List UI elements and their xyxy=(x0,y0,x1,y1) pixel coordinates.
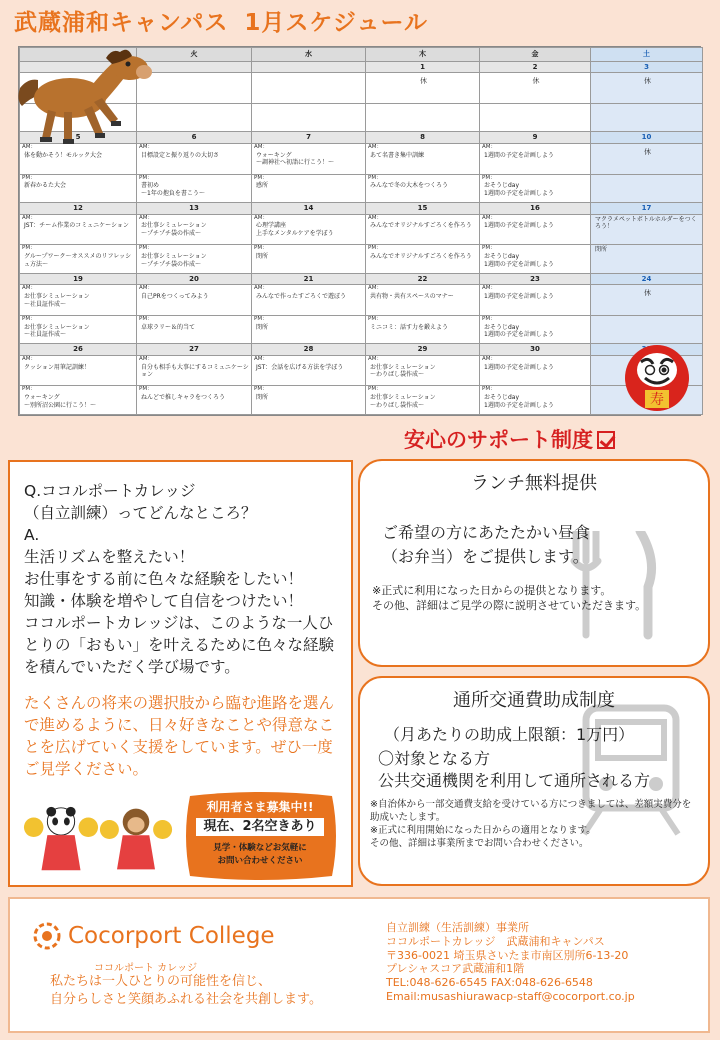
activity: おそうじday 1週間の予定を計画しよう xyxy=(484,182,554,197)
activity: 共有物・共有スペースのマナー xyxy=(370,293,454,301)
page-title xyxy=(14,4,428,37)
schedule-cell xyxy=(480,285,591,316)
am-row xyxy=(20,355,703,386)
pm-row xyxy=(20,245,703,273)
activity: 書初め ～1年の抱負を書こう～ xyxy=(141,182,205,197)
schedule-cell xyxy=(366,73,480,104)
logo-sub: ココルポート カレッジ xyxy=(94,963,198,974)
weekday-label: 水 xyxy=(252,48,366,62)
qa-question: Q.ココルポートカレッジ （自立訓練）ってどんなところ？ xyxy=(24,482,257,522)
transport-box xyxy=(358,676,710,886)
date-row xyxy=(20,202,703,214)
date-number: 30 xyxy=(480,344,591,356)
support-title xyxy=(404,424,615,454)
slot-label: AM： xyxy=(22,143,37,150)
activity: マクラメペットボトルホルダーをつくろう！ xyxy=(595,215,697,231)
slot-label: PM： xyxy=(368,245,382,252)
schedule-cell xyxy=(137,355,252,386)
activity xyxy=(593,175,700,176)
schedule-cell xyxy=(480,143,591,174)
recruit-line-2: 現在、2名空きあり xyxy=(196,818,324,836)
transport-title: 通所交通費助成制度 xyxy=(453,690,615,711)
activity: 1週間の予定を計画しよう xyxy=(484,222,554,230)
schedule-cell xyxy=(137,143,252,174)
slot-label: PM： xyxy=(254,174,268,181)
svg-text:寿: 寿 xyxy=(650,392,664,408)
qa-section xyxy=(8,460,353,887)
activity: 感所 xyxy=(256,182,269,190)
slot-label: AM： xyxy=(254,143,269,150)
slot-label: AM： xyxy=(482,143,497,150)
schedule-cell xyxy=(591,214,703,245)
footer xyxy=(8,897,710,1033)
slot-label: PM： xyxy=(482,386,496,393)
schedule-cell xyxy=(137,174,252,202)
activity: 閉所 xyxy=(256,253,269,261)
activity: ウォーキング ～別所沼公園に行こう！～ xyxy=(24,394,97,409)
schedule-cell xyxy=(252,315,366,343)
activity: ウォーキング ～調神社へ初詣に行こう！～ xyxy=(256,151,335,167)
activity: みんなで冬の大木をつくろう xyxy=(370,182,449,190)
pm-row xyxy=(20,315,703,343)
am-row xyxy=(20,143,703,174)
date-row xyxy=(20,273,703,285)
activity: 休 xyxy=(420,77,427,86)
slot-label: AM： xyxy=(22,214,37,221)
slot-label: PM： xyxy=(368,386,382,393)
schedule-cell xyxy=(366,355,480,386)
schedule-cell xyxy=(252,174,366,202)
activity: お仕事シミュレーション ～わりばし袋作成～ xyxy=(370,394,436,409)
activity: お仕事シミュレーション ～プチプチ袋の作成～ xyxy=(141,253,207,268)
date-number: 26 xyxy=(20,344,137,356)
activity: 自己PRをつくってみよう xyxy=(141,293,209,301)
schedule-cell xyxy=(480,174,591,202)
date-number: 28 xyxy=(252,344,366,356)
activity xyxy=(593,316,700,317)
activity xyxy=(368,104,477,105)
activity xyxy=(482,104,588,105)
lunch-lead: ご希望の方にあたたかい昼食 （お弁当）をご提供します。 xyxy=(382,523,591,566)
schedule-cell xyxy=(252,103,366,131)
activity xyxy=(254,104,363,105)
date-number: 29 xyxy=(366,344,480,356)
date-number: 9 xyxy=(480,132,591,144)
schedule-cell xyxy=(20,214,137,245)
activity: おそうじday 1週間の予定を計画しよう xyxy=(484,323,554,339)
date-number: 13 xyxy=(137,202,252,214)
activity: 休 xyxy=(644,147,651,156)
date-number: 7 xyxy=(252,132,366,144)
activity: みんなでオリジナルすごろくを作ろう xyxy=(370,222,472,230)
schedule-cell xyxy=(591,174,703,202)
am-row xyxy=(20,214,703,245)
date-number: 17 xyxy=(591,202,703,214)
slot-label: AM： xyxy=(482,285,497,292)
slot-label: AM： xyxy=(254,214,269,221)
slot-label: PM： xyxy=(482,315,496,322)
activity: グループワーク～オススメのリフレッシュ方法～ xyxy=(24,253,132,268)
slot-label: PM： xyxy=(254,245,268,252)
activity: 新春かるた大会 xyxy=(24,182,67,190)
address: 自立訓練（生活訓練）事業所 ココルポートカレッジ 武蔵浦和キャンパス 〒336-0021 埼玉県さいたま市南区別所6-13-20 プレシャスコア武蔵浦和1階 TEL:048-626-6545 FAX:048-626-6548 Email:musashiurawacp-staff@cocorport.co.jp xyxy=(386,921,635,1003)
schedule-cell xyxy=(480,386,591,415)
schedule-cell xyxy=(366,143,480,174)
slot-label: PM： xyxy=(139,174,153,181)
slot-label: AM： xyxy=(139,285,154,292)
date-number: 20 xyxy=(137,273,252,285)
slot-label: AM： xyxy=(254,355,269,362)
slot-label: AM： xyxy=(368,214,383,221)
activity: おそうじday 1週間の予定を計画しよう xyxy=(484,394,554,409)
date-number: 6 xyxy=(137,132,252,144)
activity: あて名書き集中訓練 xyxy=(370,151,425,159)
support-title-text: 安心のサポート制度 xyxy=(404,428,593,452)
recruit-line-1: 利用者さま募集中!! xyxy=(206,800,314,814)
activity xyxy=(593,104,700,105)
date-number: 3 xyxy=(591,61,703,73)
schedule-cell xyxy=(591,73,703,104)
schedule-cell xyxy=(137,214,252,245)
activity: 閉所 xyxy=(256,323,269,331)
slot-label: AM： xyxy=(368,355,383,362)
date-number: 2 xyxy=(480,61,591,73)
schedule-cell xyxy=(252,73,366,104)
activity: 閉所 xyxy=(595,246,608,254)
qa-support-text: たくさんの将来の選択肢から臨む進路を選んで進めるように、日々好きなことや得意なことを広げていく支援をしています。ぜひ一度ご見学ください。 xyxy=(24,694,335,778)
daruma-illustration xyxy=(623,340,691,412)
schedule-cell xyxy=(20,285,137,316)
schedule-cell xyxy=(480,245,591,273)
date-number: 23 xyxy=(480,273,591,285)
activity: 休 xyxy=(644,77,651,86)
date-number: 14 xyxy=(252,202,366,214)
activity: 自分も相手も大事にするコミュニケーション xyxy=(141,363,249,379)
activity: 1週間の予定を計画しよう xyxy=(484,363,554,371)
schedule-cell xyxy=(20,386,137,415)
lunch-box xyxy=(358,459,710,667)
transport-target: 〇対象となる方 公共交通機関を利用して通所される方 xyxy=(378,749,651,790)
activity: 休 xyxy=(644,289,651,298)
slot-label: PM： xyxy=(139,386,153,393)
date-number: 24 xyxy=(591,273,703,285)
activity: お仕事シミュレーション ～わりばし袋作成～ xyxy=(370,363,436,379)
slot-label: AM： xyxy=(482,214,497,221)
am-row xyxy=(20,285,703,316)
schedule-cell xyxy=(591,245,703,273)
campus-name: 武蔵浦和キャンパス xyxy=(14,10,229,36)
slot-label: PM： xyxy=(139,245,153,252)
slot-label: AM： xyxy=(368,285,383,292)
schedule-cell xyxy=(20,245,137,273)
slot-label: AM： xyxy=(139,143,154,150)
schedule-cell xyxy=(20,355,137,386)
schedule-cell xyxy=(366,315,480,343)
slot-label: PM： xyxy=(482,245,496,252)
slot-label: PM： xyxy=(368,315,382,322)
slot-label: AM： xyxy=(482,355,497,362)
schedule-cell xyxy=(20,174,137,202)
date-number: 12 xyxy=(20,202,137,214)
activity: 目標設定と振り返りの大切さ xyxy=(141,151,220,159)
schedule-cell xyxy=(252,214,366,245)
slot-label: PM： xyxy=(139,315,153,322)
pm-row xyxy=(20,174,703,202)
activity: JST：会話を広げる方法を学ぼう xyxy=(256,363,344,371)
transport-note: ※自治体から一部交通費支給を受けている方につきましては、差額実費分を助成いたします。 ※正式に利用開始になった日からの適用となります。 その他、詳細は事業所までお問い合わせください。 xyxy=(370,799,692,849)
schedule-cell xyxy=(366,214,480,245)
activity: みんなでオリジナルすごろくを作ろう xyxy=(370,253,472,261)
activity: 体を動かそう！モルック大会 xyxy=(24,151,103,159)
schedule-cell xyxy=(366,245,480,273)
slogan: 私たちは一人ひとりの可能性を信じ、 自分らしさと笑顔あふれる社会を共創します。 xyxy=(50,974,322,1007)
date-number: 22 xyxy=(366,273,480,285)
check-icon xyxy=(597,431,615,449)
logo xyxy=(32,921,275,951)
activity: みんなで作ったすごろくで遊ぼう xyxy=(256,293,347,301)
schedule-cell xyxy=(137,386,252,415)
schedule-cell xyxy=(366,285,480,316)
recruit-text xyxy=(182,798,338,868)
schedule-cell xyxy=(252,285,366,316)
slot-label: AM： xyxy=(368,143,383,150)
activity: お仕事シミュレーション ～社員証作成～ xyxy=(24,293,90,308)
slot-label: PM： xyxy=(22,386,36,393)
horse-illustration xyxy=(8,40,153,148)
slot-label: PM： xyxy=(254,386,268,393)
schedule-cell xyxy=(20,143,137,174)
schedule-cell xyxy=(480,214,591,245)
slot-label: AM： xyxy=(22,285,37,292)
date-number: 27 xyxy=(137,344,252,356)
activity xyxy=(139,104,249,105)
slot-label: PM： xyxy=(22,174,36,181)
schedule-cell xyxy=(480,315,591,343)
schedule-cell xyxy=(366,103,480,131)
schedule-cell xyxy=(137,315,252,343)
weekday-label: 木 xyxy=(366,48,480,62)
schedule-cell xyxy=(137,73,252,104)
activity: 休 xyxy=(532,77,540,86)
recruit-line-3: 見学・体験などお気軽に xyxy=(213,843,307,853)
schedule-cell xyxy=(366,174,480,202)
date-number: 21 xyxy=(252,273,366,285)
activity xyxy=(254,73,363,74)
schedule-cell xyxy=(252,143,366,174)
transport-limit: （月あたりの助成上限額：1万円） xyxy=(384,725,635,744)
date-number: 15 xyxy=(366,202,480,214)
date-number: 10 xyxy=(591,132,703,144)
slot-label: PM： xyxy=(482,174,496,181)
date-number: 1 xyxy=(366,61,480,73)
date-number xyxy=(137,61,252,73)
schedule-cell xyxy=(137,285,252,316)
activity: 1週間の予定を計画しよう xyxy=(484,293,554,301)
lunch-note: ※正式に利用になった日からの提供となります。 その他、詳細はご見学の際に説明させていただきます。 xyxy=(372,584,647,612)
schedule-cell xyxy=(591,143,703,174)
recruit-line-4: お問い合わせください xyxy=(217,856,303,866)
panda-cheer-icon xyxy=(22,800,100,878)
schedule-cell xyxy=(252,386,366,415)
activity: 心理学講座 上手なメンタルケアを学ぼう xyxy=(256,222,334,237)
schedule-cell xyxy=(480,73,591,104)
schedule-cell xyxy=(137,245,252,273)
schedule-cell xyxy=(137,103,252,131)
slot-label: AM： xyxy=(139,355,154,362)
slot-label: PM： xyxy=(22,245,36,252)
weekday-label: 土 xyxy=(591,48,703,62)
activity: 1週間の予定を計画しよう xyxy=(484,151,554,159)
activity: 卓球ラリー＆的当て xyxy=(141,323,196,331)
schedule-cell xyxy=(480,355,591,386)
schedule-cell xyxy=(480,103,591,131)
slot-label: PM： xyxy=(22,315,36,322)
schedule-cell xyxy=(591,285,703,316)
monkey-cheer-icon xyxy=(98,800,174,878)
weekday-label: 金 xyxy=(480,48,591,62)
qa-answer: A. 生活リズムを整えたい！ お仕事をする前に色々な経験をしたい！ 知識・体験を増やして自信をつけたい！ ココルポートカレッジは、このような一人ひとりの「おもい」を叶えるために色々な経験を積んでいただく学び場です。 xyxy=(24,526,335,676)
schedule-cell xyxy=(252,245,366,273)
schedule-month: 1月スケジュール xyxy=(244,10,429,36)
pm-row xyxy=(20,386,703,415)
cocorport-logo-icon xyxy=(32,921,62,951)
slot-label: PM： xyxy=(254,315,268,322)
schedule-cell xyxy=(366,386,480,415)
lunch-title: ランチ無料提供 xyxy=(471,473,597,494)
activity xyxy=(139,73,249,74)
slot-label: PM： xyxy=(368,174,382,181)
activity: ミニコミ：話す力を鍛えよう xyxy=(370,323,449,331)
date-number: 16 xyxy=(480,202,591,214)
activity: お仕事シミュレーション ～社員証作成～ xyxy=(24,323,90,339)
slot-label: AM： xyxy=(254,285,269,292)
activity: ねんどで推しキャラをつくろう xyxy=(141,394,226,402)
schedule-cell xyxy=(252,355,366,386)
activity: おそうじday 1週間の予定を計画しよう xyxy=(484,253,554,268)
activity: 閉所 xyxy=(256,394,269,402)
slot-label: AM： xyxy=(22,355,37,362)
date-number: 8 xyxy=(366,132,480,144)
schedule-cell xyxy=(20,315,137,343)
date-number: 19 xyxy=(20,273,137,285)
activity: JST：チーム作業のコミュニケーション xyxy=(24,222,129,230)
slot-label: AM： xyxy=(139,214,154,221)
date-number xyxy=(252,61,366,73)
schedule-cell xyxy=(591,103,703,131)
date-number: 5 xyxy=(20,132,137,144)
date-row xyxy=(20,344,703,356)
activity: クッション用筆記訓練！ xyxy=(24,363,90,371)
logo-text: Cocorport College xyxy=(68,923,275,949)
weekday-label: 火 xyxy=(137,48,252,62)
activity: お仕事シミュレーション ～プチプチ袋の作成～ xyxy=(141,222,207,237)
